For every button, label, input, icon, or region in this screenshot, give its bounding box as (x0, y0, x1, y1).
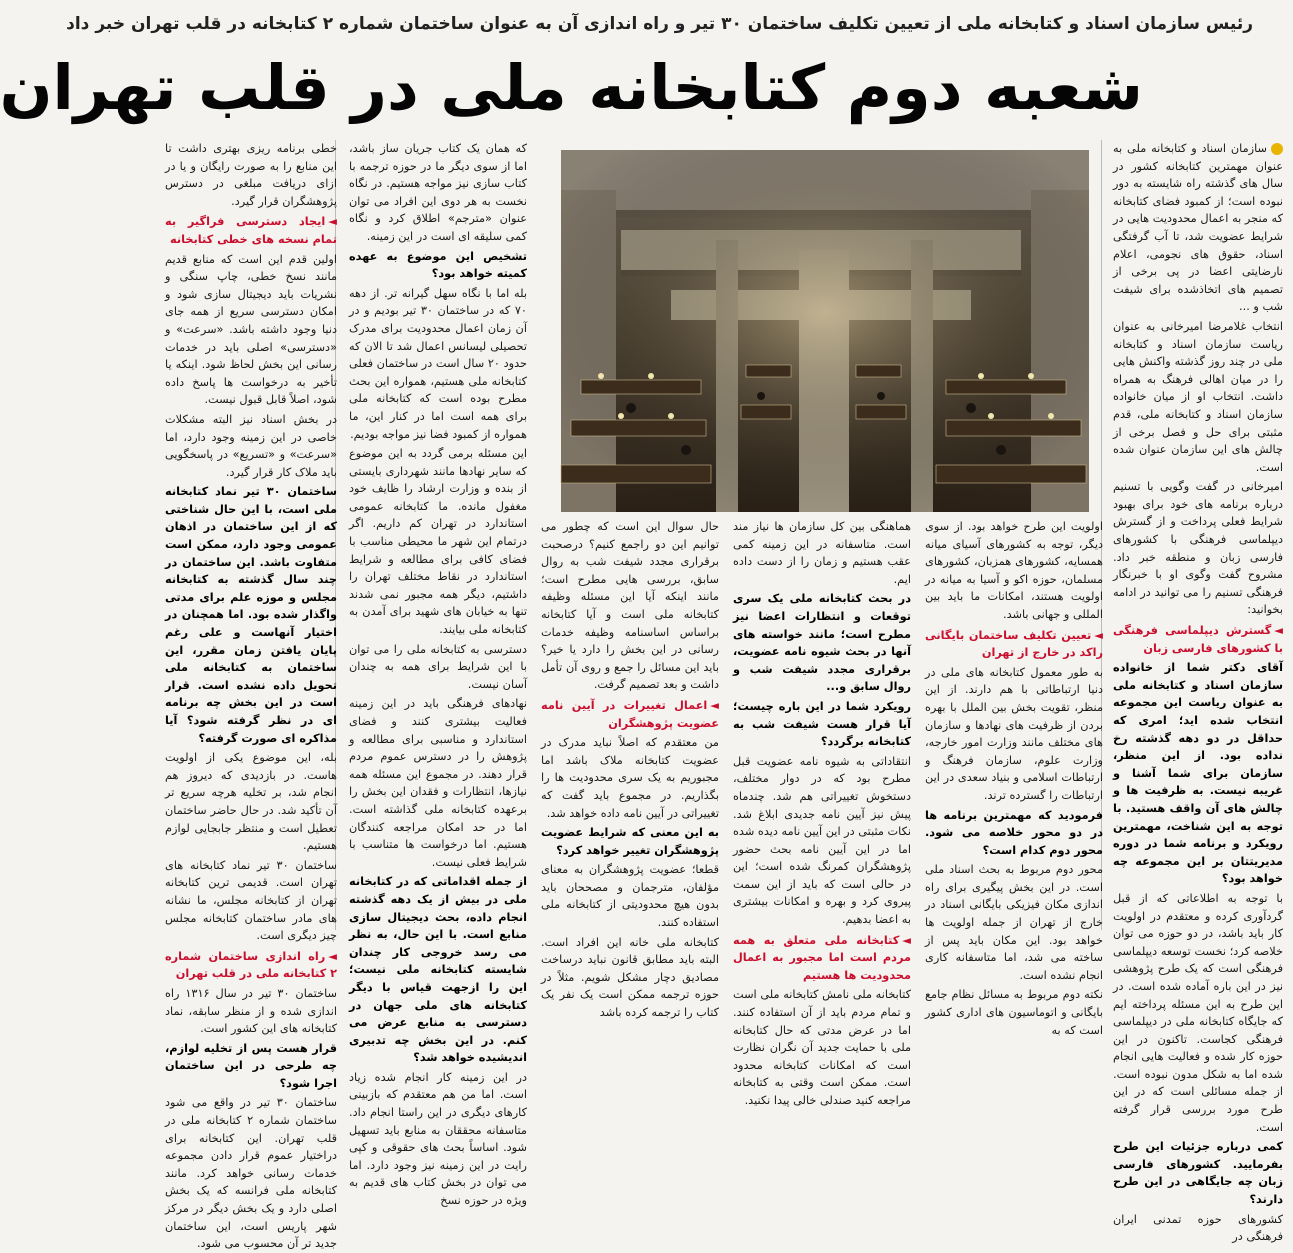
subheading (541, 697, 719, 732)
interview-question: آقای دکتر شما از خانواده سازمان اسناد و کتابخانه ملی به عنوان ریاست این مجموعه انتخاب شده اید؛ امری که حداقل در دو دهه گذشته رخ نداده بود. از این منظر، سازمان برای شما آشنا و غریبه نیست. به ظرفیت ها و چالش های آن واقف هستید. با توجه به این شناخت، مهمترین رویکرد و برنامه شما در دوره مدیریتتان بر این مجموعه چه خواهد بود؟ (1113, 661, 1283, 886)
lead-text: سازمان اسناد و کتابخانه ملی به عنوان مهمترین کتابخانه کشور در سال های گذشته راه شایسته به دور نبوده است؛ از کمبود فضای کتابخانه که منجر به اعمال محدودیت هایی در شرایط عضویت شد، تا آب گرفتگی اسناد، حقوق های نجومی، اعلام نارضایتی اعضا در پی برخی از تصمیم های اتخاذشده برای شیفت شب و ... (1113, 142, 1283, 314)
paragraph: من معتقدم که اصلاً نباید مدرک در عضویت کتابخانه ملاک باشد اما مجبوریم به یک سری محدودیت ها را بگذاریم. در مجموع باید گفت که تغییراتی در آیین نامه داده خواهد شد. (541, 736, 719, 820)
paragraph: به طور معمول کتابخانه های ملی در دنیا ارتباطاتی با هم دارند. از این منظر، تقویت بخش بین الملل با بهره بردن از ظرفیت های نهادها و سازمان های مختلف مانند وزارت امور خارجه، وزارت علوم، سازمان فرهنگ و ارتباطات اسلامی و بنیاد سعدی در این ارتباطات را گسترده ترند. (925, 665, 1103, 802)
paragraph: بله، این موضوع یکی از اولویت هاست. در بازدیدی که دیروز هم انجام شد، بر تخلیه هرچه سریع تر آن تأکید شد. در حال حاضر ساختمان تعطیل است و منتظر جابجایی لوازم هستیم. (165, 751, 337, 853)
paragraph: نهادهای فرهنگی باید در این زمینه فعالیت بیشتری کنند و فضای استاندارد و مناسبی برای مطالعه و پژوهش را در دسترس عموم مردم قرار دهند. در مجموع این مسئله همه نیازها، انتظارات و فقدان این بخش را برعهده کتابخانه ملی گذاشته است. اما در حد امکان مراجعه کنندگان هستیم. اما درخواست ها متناسب با شرایط فعلی نیست. (349, 697, 527, 869)
paragraph: ساختمان ۳۰ تیر در واقع می شود ساختمان شماره ۲ کتابخانه ملی در قلب تهران. این کتابخانه برای دراختیار عموم قرار دادن مجموعه خدمات رسانی خواهد کرد. مانند کتابخانه ملی فرانسه که یک بخش اصلی دارد و یک بخش دیگر در مرکز شهر پاریس است، این ساختمان جدید تر آن محسوب می شود. (165, 1096, 337, 1251)
interview-question: رویکرد شما در این باره چیست؛ آیا قرار هست شیفت شب به کتابخانه برگردد؟ (733, 699, 911, 749)
headline: شعبه دوم کتابخانه ملی در قلب تهران (0, 51, 1143, 124)
paragraph: ساختمان ۳۰ تیر نماد کتابخانه های تهران است. قدیمی ترین کتابخانه تهران از کتابخانه مجلس، ما نشانه های مادر ساختمان کتابخانه مجلس چیز دیگری است. (165, 858, 337, 943)
interview-question: کمی درباره جزئیات این طرح بفرمایید. کشورهای فارسی زبان چه جایگاهی در این طرح دارند؟ (1113, 1140, 1283, 1207)
paragraph: در بخش اسناد نیز البته مشکلات خاصی در این زمینه وجود دارد، اما «سرعت» و «تسریع» در پاسخگویی باید ملاک کار قرار گیرد. (165, 412, 337, 479)
article-column-2 (925, 518, 1103, 1037)
paragraph: محور دوم مربوط به بحث اسناد ملی است. در این بخش پیگیری برای راه اندازی مکان فیزیکی بایگانی اسناد در خارج از تهران از جمله اولویت ها خواهد بود. این مکان باید پس از ساخته می شد، اما متاسفانه کاری انجام نشده است. (925, 863, 1103, 982)
paragraph: اولین قدم این است که منابع قدیم مانند نسخ خطی، چاپ سنگی و نشریات باید دیجیتال سازی شود و امکان دسترسی سریع از همه جای دنیا وجود داشته باشد. «سرعت» و «دسترسی» اصلی باید در خدمات رسانی این بخش لحاظ شود. اینکه یا تأخیر به درخواست ها پاسخ داده شود، اصلاً قابل قبول نیست. (165, 252, 337, 407)
paragraph: این مسئله برمی گردد به این موضوع که سایر نهادها مانند شهرداری بایستی از بنده و وزارت ارشاد را ظایف خود مغفول مانده. ما کتابخانه عمومی استاندارد در تهران کم داریم. اگر درتمام این شهر ما محیطی مناسب با فضای کافی برای مطالعه و شرایط استاندارد در نقاط مختلف تهران را داشتیم، دیگر همه مجبور نمی شدند تنها به خیابان های شهید برای آمدن به کتابخانه ملی بیایند. (349, 447, 527, 637)
paragraph: نکته دوم مربوط به مسائل نظام جامع بایگانی و اتوماسیون های اداری کشور است که به (925, 988, 1103, 1037)
paragraph: کشورهای حوزه تمدنی ایران فرهنگی در (1113, 1212, 1283, 1244)
paragraph: با توجه به اطلاعاتی که از قبل گردآوری کرده و معتقدم در اولویت کار باید باشد، در دو حوزه می توان خلاصه کرد؛ نخست توسعه دیپلماسی فرهنگی است که یک طرح پژوهشی نیز در این باره آماده شده است. در این طرح به این مسئله پرداخته ایم که جایگاه کتابخانه ملی در دیپلماسی فرهنگی کجاست. تاکنون در این حوزه کار شده و فعالیت هایی انجام شده اما به شکل مدون نبوده است. از جمله مسائلی است که در این طرح مورد بررسی قرار گرفته است. (1113, 891, 1283, 1134)
subheading-text: گسترش دیپلماسی فرهنگی با کشورهای فارسی زبان (1113, 624, 1283, 655)
subheading-text: ایجاد دسترسی فراگیر به تمام نسخه های خطی کتابخانه (165, 215, 337, 246)
paragraph: هماهنگی بین کل سازمان ها نیاز مند است. متاسفانه در این زمینه کمی عقب هستیم و زمان را از دست داده ایم. (733, 520, 911, 586)
paragraph: حال سوال این است که چطور می توانیم این دو راجمع کنیم؟ درصحبت برقراری مجدد شیفت شب به روال سابق، بررسی هایی مطرح است؛ مانند اینکه آیا این مسئله وظیفه کتابخانه ملی است و آیا کتابخانه براساس اساسنامه وظیفه خدمات رسانی در این بخش را دارد یا خیر؟ باید این مسائل را جمع و روی آن تأمل داشت و بعد تصمیم گرفت. (541, 520, 719, 692)
subheading-marker-icon: ◄ (1094, 628, 1103, 642)
paragraph: کتابخانه ملی نامش کتابخانه ملی است و تمام مردم باید از آن استفاده کنند. اما در عرض مدتی که حال کتابخانه ملی با حمایت جدید آن نگران نظارت است که امکانات کتابخانه محدود است. ممکن است وقتی به کتابخانه مراجعه کنید صندلی خالی پیدا نکنید. (733, 988, 911, 1107)
paragraph: بله اما با نگاه سهل گیرانه تر. از دهه ۷۰ که در ساختمان ۳۰ تیر بودیم و در آن زمان اعمال محدودیت برای مدرک تحصیلی لیسانس اعمال شد تا الان که حدود ۲۰ سال است در ساختمان فعلی کتابخانه ملی هستیم، همواره این بحث مطرح بوده است که کتابخانه ملی برای همه است اما در کنار این، ما همواره از کمبود فضا نیز مواجه بودیم. (349, 286, 527, 441)
paragraph: قطعا؛ عضویت پژوهشگران به معنای مؤلفان، مترجمان و مصححان باید بدون هیچ محدودیتی از کتابخانه ملی استفاده کنند. (541, 863, 719, 930)
paragraph: اولویت این طرح خواهد بود. از سوی دیگر، توجه به کشورهای آسیای میانه همسایه، کشورهای همزبان، کشورهای مسلمان، حوزه اکو و آسیا به میانه در اولویت هستند، امکانات ما باید بین المللی و جهانی باشد. (925, 520, 1103, 621)
subheading-text: راه اندازی ساختمان شماره ۲ کتابخانه ملی در قلب تهران (165, 949, 337, 981)
article-column-6 (165, 140, 337, 1251)
interview-question: از جمله اقداماتی که در کتابخانه ملی در بیش از یک دهه گذشته انجام داده، بحث دیجیتال سازی منابع است. با این حال، به نظر می رسد خروجی کار چندان شایسته کتابخانه ملی نیست؛ این را ازجهت قیاس با دیگر کتابخانه های ملی جهان در دسترسی به منابع عرض می کنم. در این بخش چه تدبیری اندیشیده خواهد شد؟ (349, 875, 527, 1065)
brand-dot-icon (1271, 143, 1283, 155)
paragraph: که همان یک کتاب جریان ساز باشد، اما از سوی دیگر ما در حوزه ترجمه با کتاب سازی نیز مواجه هستیم. در نگاه نخست به هر دوی این افراد می توان عنوان «مترجم» اطلاق کرد و نگاه کمی سلیقه ای است در این زمینه. (349, 142, 527, 243)
subheading (733, 932, 911, 985)
interview-question: قرار هست پس از تخلیه لوازم، چه طرحی در این ساختمان اجرا شود؟ (165, 1041, 337, 1090)
interview-question: ساختمان ۳۰ تیر نماد کتابخانه ملی است، با این حال شناختی که از این ساختمان در اذهان عمومی وجود دارد، ممکن است متفاوت باشد. این ساختمان در چند سال گذشته به کتابخانه مجلس و موزه علم برای مدتی واگذار شده بود. اما همچنان در اختیار آنهاست و علی رغم پایان یافتن زمان مقرر، این ساختمان به کتابخانه ملی تحویل داده نشده است. قرار است در این بخش چه برنامه ای در نظر گرفته شود؟ آیا مذاکره ای صورت گرفته؟ (165, 485, 337, 745)
subheading (165, 948, 337, 983)
paragraph: ساختمان ۳۰ تیر در سال ۱۳۱۶ راه اندازی شده و از منظر سابقه، نماد کتابخانه های این کشور است. (165, 986, 337, 1036)
subheading-marker-icon: ◄ (710, 698, 719, 712)
library-reading-hall-photo (561, 150, 1089, 512)
subheading-marker-icon: ◄ (1274, 624, 1283, 638)
subheading-marker-icon: ◄ (328, 215, 337, 229)
paragraph: امیرخانی در گفت وگویی با تسنیم درباره برنامه های خود برای بهبود شرایط فعلی پرداخت و از گسترش دیپلماسی فرهنگی با کشورهای فارسی زبان و منطقه خبر داد. مشروح گفت وگوی او با خبرنگار فرهنگی تسنیم را می توانید در ادامه بخوانید: (1113, 480, 1283, 617)
subheading (1113, 622, 1283, 657)
paragraph (1113, 140, 1283, 316)
paragraph: کتابخانه ملی خانه این افراد است. البته باید مطابق قانون نباید درساخت مصادیق دچار مشکل شویم. مثلاً در حوزه ترجمه ممکن است یک نفر یک کتاب را ترجمه کرده باشد (541, 935, 719, 1020)
subheading-text: اعمال تغییرات در آیین نامه عضویت پژوهشگران (541, 698, 719, 730)
paragraph: در این زمینه کار انجام شده زیاد است. اما من هم معتقدم که بازبینی کارهای دیگری در این راستا انجام داد. متاسفانه محققان به منابع باید تسهیل شود. اساساً بحث های حقوقی و کپی رایت در این زمینه نیز وجود دارد. اما می توان در بخش کتاب های قدیم به ویژه در حوزه نسخ (349, 1070, 527, 1208)
article-column-4 (541, 518, 719, 1020)
interview-question: تشخیص این موضوع به عهده کمیته خواهد بود؟ (349, 249, 527, 281)
paragraph: خطی برنامه ریزی بهتری داشت تا این منابع را به صورت رایگان و یا در ازای دریافت مبلغی در دسترس پژوهشگران قرار گیرد. (165, 142, 337, 208)
paragraph: انتقاداتی به شیوه نامه عضویت قبل مطرح بود که در دوار مختلف، دستخوش تغییراتی هم شد. چندماه پیش نیز آیین نامه جدیدی ابلاغ شد. نکات مثبتی در این آیین نامه دیده شده اما در این آیین نامه بحث حضور پژوهشگران کمرنگ شده است؛ این در حالی است که باید از این سمت پیروی کرد و بهره و امکانات بیشتری به اعضا بدهیم. (733, 754, 911, 927)
interview-question: به این معنی که شرایط عضویت پژوهشگران تغییر خواهد کرد؟ (541, 826, 719, 857)
subheading-text: کتابخانه ملی متعلق به همه مردم است اما مجبور به اعمال محدودیت ها هستیم (733, 933, 911, 982)
interview-question: فرمودید که مهمترین برنامه ها در دو محور خلاصه می شود. محور دوم کدام است؟ (925, 808, 1103, 857)
subheading-marker-icon: ◄ (328, 949, 337, 963)
subheading-text: تعیین تکلیف ساختمان بایگانی راکد در خارج از تهران (925, 628, 1103, 660)
library-photo-illustration (561, 150, 1089, 512)
subheading (925, 627, 1103, 662)
subheading-marker-icon: ◄ (902, 933, 911, 947)
paragraph: انتخاب غلامرضا امیرخانی به عنوان ریاست سازمان اسناد و کتابخانه ملی در چند روز گذشته واکنش هایی را در میان اهالی فرهنگ به همراه داشت. انتخاب او از میان خانواده سازمان اسناد و کتابخانه ملی، قدم مثبتی برای حل و فصل برخی از چالش های این سازمان عنوان شده است. (1113, 319, 1283, 474)
paragraph: دسترسی به کتابخانه ملی را می توان با این شرایط برای همه به چندان آسان نیست. (349, 642, 527, 691)
article-column-1 (1113, 140, 1283, 1244)
article-column-3 (733, 518, 911, 1107)
article-column-5 (349, 140, 527, 1208)
kicker: رئیس سازمان اسناد و کتابخانه ملی از تعیین تکلیف ساختمان ۳۰ تیر و راه اندازی آن به عنوان ساختمان شماره ۲ کتابخانه در قلب تهران خبر داد (66, 14, 1253, 34)
interview-question: در بحث کتابخانه ملی یک سری توقعات و انتظارات اعضا نیز مطرح است؛ مانند خواسته های آنها در بحث شیوه نامه عضویت، برقراری مجدد شیفت شب و روال سابق و... (733, 592, 911, 694)
subheading (165, 213, 337, 248)
